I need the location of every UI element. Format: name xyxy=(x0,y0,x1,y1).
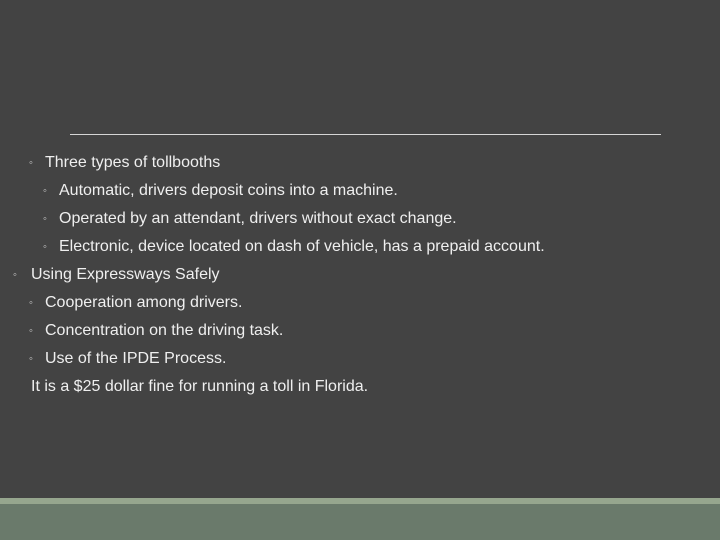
bullet-item xyxy=(0,291,720,319)
bullet-marker-icon: ◦ xyxy=(43,185,47,197)
bullet-marker-icon: ◦ xyxy=(13,269,17,281)
bullet-item xyxy=(0,179,720,207)
bullet-item xyxy=(0,151,720,179)
bullet-item xyxy=(0,347,720,375)
bullet-text: Using Expressways Safely xyxy=(31,266,220,283)
footer-band xyxy=(0,504,720,540)
bullet-item xyxy=(0,207,720,235)
bullet-text: Cooperation among drivers. xyxy=(45,294,243,311)
bullet-item xyxy=(0,235,720,263)
bullet-item xyxy=(0,263,720,291)
bullet-list xyxy=(0,151,720,403)
bullet-marker-icon: ◦ xyxy=(29,297,33,309)
bullet-item xyxy=(0,319,720,347)
bullet-text: Automatic, drivers deposit coins into a machine. xyxy=(59,182,398,199)
bullet-text: Use of the IPDE Process. xyxy=(45,350,227,367)
bullet-marker-icon: ◦ xyxy=(43,241,47,253)
bullet-text: Concentration on the driving task. xyxy=(45,322,284,339)
bullet-marker-icon: ◦ xyxy=(29,157,33,169)
closing-note xyxy=(0,375,720,403)
closing-note-text: It is a $25 dollar fine for running a toll in Florida. xyxy=(31,378,369,395)
bullet-text: Three types of tollbooths xyxy=(45,154,221,171)
bullet-text: Operated by an attendant, drivers without exact change. xyxy=(59,210,457,227)
title-divider xyxy=(70,134,661,135)
bullet-marker-icon: ◦ xyxy=(43,213,47,225)
bullet-marker-icon: ◦ xyxy=(29,325,33,337)
bullet-text: Electronic, device located on dash of vehicle, has a prepaid account. xyxy=(59,238,545,255)
bullet-marker-icon: ◦ xyxy=(29,353,33,365)
